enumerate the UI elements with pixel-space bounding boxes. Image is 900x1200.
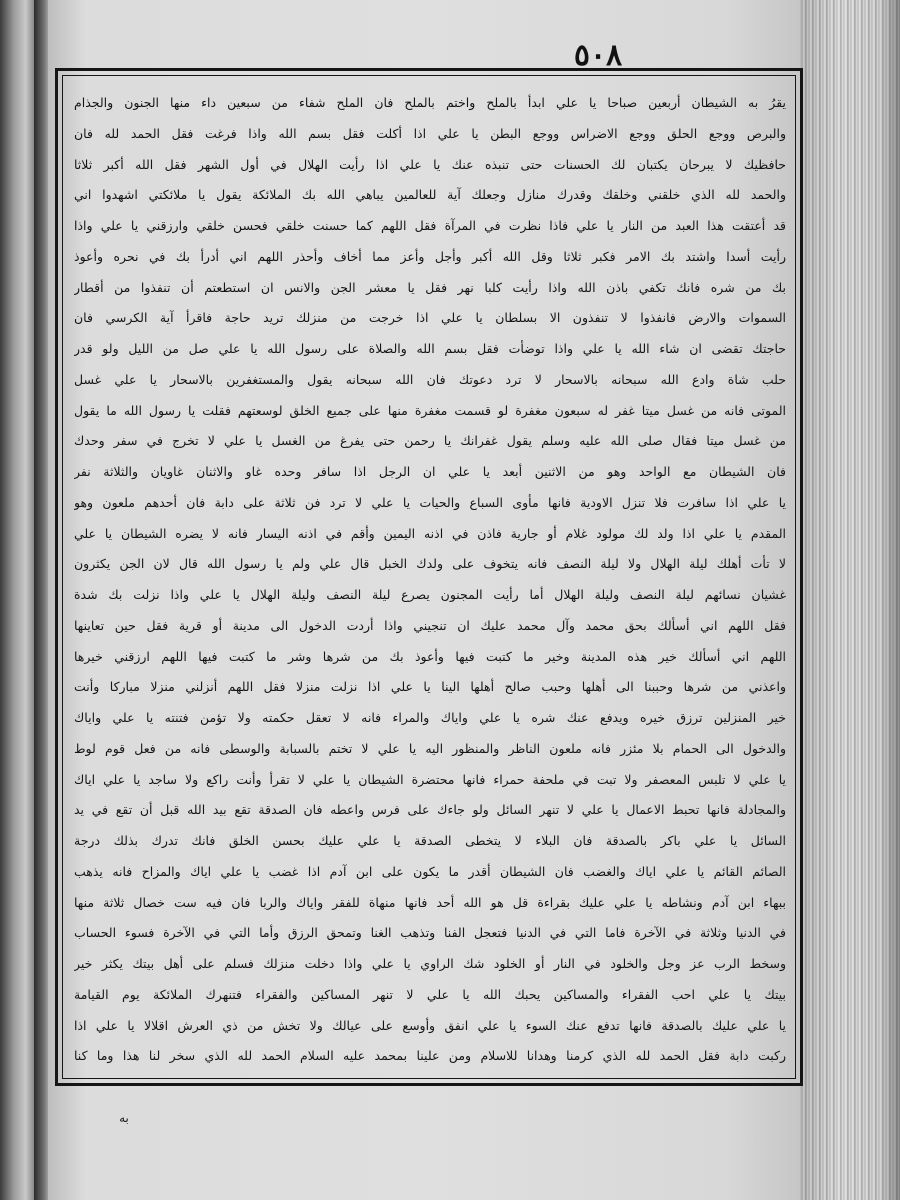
page-edges: [800, 0, 900, 1200]
text-line: واعذني من شرها وحببنا الى أهلها وحبب صالح أهلها الينا يا علي اذا نزلت منزلا فقل اللهم أنزلني منزلا مباركا وأنت: [74, 679, 786, 695]
text-block: [74, 88, 786, 1072]
text-line: السائل يا علي باكر بالصدقة فان البلاء لا يتخطى الصدقة يا علي عليك بحسن الخلق فانك تدرك بذلك درجة: [74, 833, 786, 848]
text-line: غشيان نسائهم ليلة النصف وليلة الهلال أما رأيت المجنون يصرع ليلة النصف وليلة الهلال يا علي واذا نزلت بك شدة: [74, 587, 786, 602]
text-line: والحمد لله الذي خلقني وخلقك وقدرك منازل وجعلك آية للعالمين يباهي الله بك الملائكة يقول يا ملائكتي اشهدوا اني: [74, 187, 786, 203]
text-line: حلب شاة وادع الله سبحانه بالاسحار لا ترد دعوتك فان الله سبحانه يقول والمستغفرين بالاسحار يا علي غسل: [74, 371, 786, 387]
text-line: المقدم يا علي اذا ولد لك مولود غلام أو جارية فاذن في اذنه اليمين وأقم في اذنه اليسار فانه لا يضره الشيطان يا علي: [74, 525, 786, 541]
text-line: رأيت أسدا واشتد بك الامر فكبر ثلاثا وقل الله أكبر وأجل وأعز مما أخاف وأحذر اللهم اني أدرأ بك في نحره وأعوذ: [74, 248, 786, 264]
text-line: والبرص ووجع الحلق ووجع الاضراس ووجع البطن يا علي اذا أكلت فقل بسم الله واذا فرغت فقل الحمد لله فان: [74, 125, 786, 141]
text-line: يا علي عليك بالصدقة فانها تدفع عنك السوء يا علي انفق وأوسع على عيالك ولا تخش من ذي العرش اقلالا يا علي اذا: [74, 1017, 786, 1033]
text-line: فقل اللهم اني أسألك بحق محمد وآل محمد عليك ان تنجيني واذا أردت الدخول الى مدينة أو قرية فقل حين تعاينها: [74, 617, 786, 633]
text-line: يا علي اذا سافرت فلا تنزل الاودية فانها مأوى السباع والحيات يا علي لا ترد فن ثلاثة على دابة فان أحدهم ملعون وهو: [74, 494, 786, 510]
page-number: ٥٠٨: [573, 38, 623, 73]
text-line: بك من شره فانك تكفي باذن الله واذا رأيت كلبا نهر فقل يا معشر الجن والانس ان استطعتم أن تنفذوا من أقطار: [74, 279, 786, 295]
text-line: والمجادلة فانها تحبط الاعمال يا علي لا تنهر السائل ولو جاءك على فرس واعطه فان الصدقة تقع بيد الله قبل أن تقع في يد: [74, 802, 786, 818]
text-line: يقرُ به الشيطان أربعين صباحا يا علي ابدأ بالملح واختم بالملح فان الملح شفاء من سبعين داء منها الجنون والجذام: [74, 95, 786, 110]
text-line: وسخط الرب عز وجل والخلود في النار أو الخلود شك الراوي يا علي واذا دخلت منزلك فسلم على أهل بيتك يكثر خير: [74, 956, 786, 971]
text-line: حاجتك تقضى ان شاء الله يا علي واذا توضأت فقل بسم الله والصلاة على رسول الله يا علي صل من الليل ولو قدر: [74, 341, 786, 356]
text-line: قد أعتقت هذا العبد من النار يا علي فاذا نظرت في المرآة فقل اللهم كما حسنت خلقي فحسن خلقي وارزقني يا علي واذا: [74, 218, 786, 233]
text-line: السموات والارض فانفذوا لا تنفذون الا بسلطان يا علي اذا خرجت من منزلك تريد حاجة فاقرأ آية الكرسي فان: [74, 310, 786, 326]
text-line: يا علي لا تلبس المعصفر ولا تبت في ملحفة حمراء فانها محتضرة الشيطان يا علي لا تقرأ وأنت راكع ولا ساجد يا علي اياك: [74, 771, 786, 787]
text-line: الصائم القائم يا علي اياك والغضب فان الشيطان أقدر ما يكون على ابن آدم اذا غضب يا علي اياك والمزاح فانه يذهب: [74, 863, 786, 879]
text-line: حافظيك لا يبرحان يكتبان لك الحسنات حتى تنبذه عنك يا علي اذا رأيت الهلال في أول الشهر فقل الله أكبر ثلاثا: [74, 156, 786, 172]
text-line: بيتك يا علي احب الفقراء والمساكين يحبك الله يا علي لا تنهر المساكين والفقراء فتنهرك الملائكة يوم القيامة: [74, 986, 786, 1002]
text-line: خير المنزلين ترزق خيره ويدفع عنك شره يا علي واياك والمراء فانه لا تعقل حكمته ولا تؤمن فتنته يا علي واياك: [74, 710, 786, 725]
text-line: لا تأت أهلك ليلة الهلال ولا ليلة النصف فانه يتخوف على ولدك الخبل قال علي ولم يا رسول الله قال لان الجن يكثرون: [74, 556, 786, 572]
text-line: ركبت دابة فقل الحمد لله الذي كرمنا وهدانا للاسلام ومن علينا بمحمد عليه السلام الحمد لله الذي سخر لنا هذا وما كنا: [74, 1048, 786, 1064]
text-line: اللهم اني أسألك خير هذه المدينة وخير ما كتبت فيها وأعوذ بك من شرها وشر ما كتبت فيها اللهم ارزقني خيرها: [74, 648, 786, 664]
text-line: في الدنيا وثلاثة في الآخرة فاما التي في الدنيا فتعجل الفنا وتذهب الغنا وتمحق الرزق وأما التي في الآخرة فسوء الحساب: [74, 925, 786, 941]
left-page-edge: [0, 0, 34, 1200]
text-line: فان الشيطان مع الواحد وهو من الاثنين أبعد يا علي ان الرجل اذا سافر وحده غاو والاثنان غاويان والثلاثة نفر: [74, 464, 786, 479]
text-line: الموتى فانه من غسل ميتا غفر له سبعون مغفرة لو قسمت مغفرة منها على جميع الخلق لوسعتهم فقلت يا رسول الله ما يقول: [74, 402, 786, 418]
text-line: من غسل ميتا فقال صلى الله عليه وسلم يقول غفرانك يا رحمن حتى يفرغ من الغسل يا علي لا تخرج في سفر وحدك: [74, 433, 786, 449]
text-line: ببهاء ابن آدم ونشاطه يا علي عليك بقراءة قل هو الله أحد فانها منهاة للفقر واياك والربا فان فيه ست خصال ثلاثة منها: [74, 894, 786, 910]
text-line: والدخول الى الحمام بلا مئزر فانه ملعون الناظر والمنظور اليه يا علي لا تختم بالسبابة والوسطى فانه من فعل قوم لوط: [74, 740, 786, 756]
catchword: به: [119, 1111, 129, 1125]
